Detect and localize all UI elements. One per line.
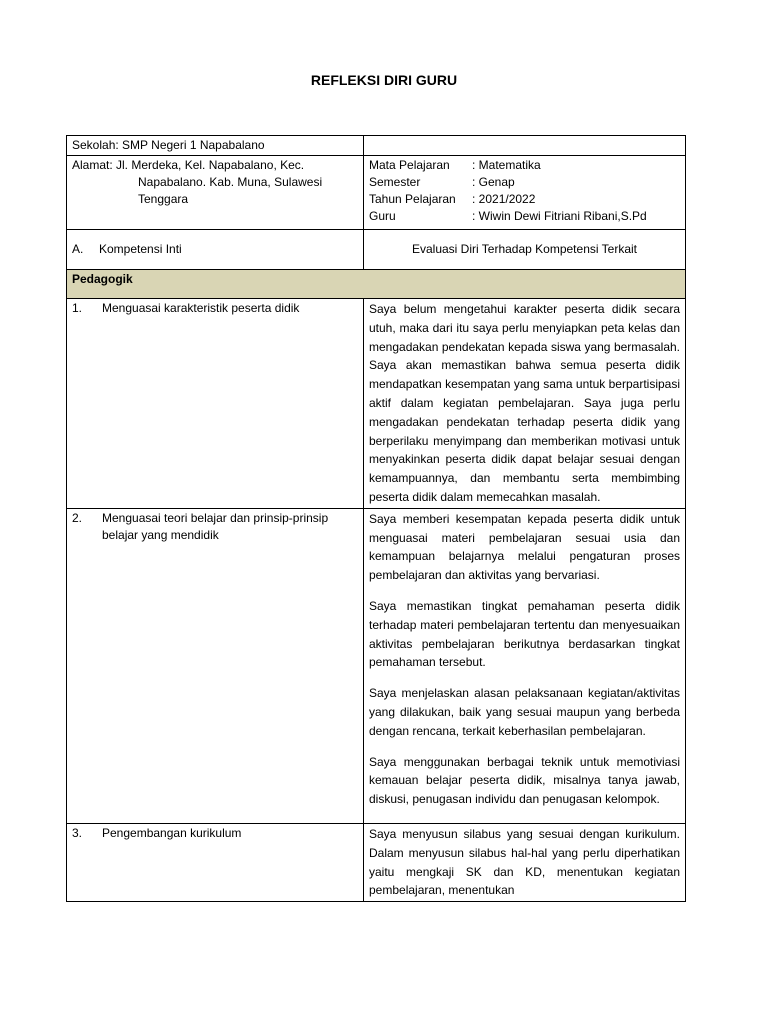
competency-row-2 — [67, 508, 686, 823]
competency-header-left — [67, 230, 364, 270]
item-label: Menguasai teori belajar dan prinsip-prinsip belajar yang mendidik — [102, 510, 329, 542]
item-number: 2. — [72, 510, 83, 525]
address-line-3: Tenggara — [138, 192, 189, 206]
identity-row — [67, 156, 686, 230]
evaluation-cell — [364, 508, 686, 823]
info-key: Mata Pelajaran — [369, 158, 450, 172]
evaluation-paragraph: Saya memberi kesempatan kepada peserta didik untuk menguasai materi pembelajaran sesuai usia dan kemampuan belajarnya melalui pengaturan proses pembelajaran dan aktivitas yang bervariasi. — [369, 511, 680, 583]
competency-row-3 — [67, 823, 686, 901]
competency-label-cell — [67, 508, 364, 823]
evaluation-cell — [364, 299, 686, 509]
info-row-semester — [369, 174, 680, 191]
info-key: Semester — [369, 175, 421, 189]
header-label: Kompetensi Inti — [99, 242, 182, 256]
competency-label-cell — [67, 299, 364, 509]
info-key: Tahun Pelajaran — [369, 192, 456, 206]
school-row — [67, 136, 686, 156]
item-number: 1. — [72, 301, 83, 315]
info-key: Guru — [369, 209, 396, 223]
header-number: A. — [72, 242, 84, 256]
competency-header-row — [67, 230, 686, 270]
item-number: 3. — [72, 825, 83, 840]
item-label: Menguasai karakteristik peserta didik — [102, 301, 300, 315]
address-cell — [67, 156, 364, 230]
document-title: REFLEKSI DIRI GURU — [310, 72, 458, 88]
evaluation-paragraph: Saya menjelaskan alasan pelaksanaan kegiatan/aktivitas yang dilakukan, baik yang sesuai maupun yang berbeda dengan rencana, terkait keberhasilan pembelajaran. — [369, 686, 680, 738]
school-cell: Sekolah: SMP Negeri 1 Napabalano — [67, 136, 364, 156]
address-line-2: Napabalano. Kab. Muna, Sulawesi — [138, 175, 323, 189]
info-row-subject — [369, 157, 680, 174]
address-line-1: Alamat: Jl. Merdeka, Kel. Napabalano, Kec. — [72, 158, 305, 172]
section-pedagogik: Pedagogik — [67, 270, 686, 299]
info-row-year — [369, 191, 680, 208]
section-row — [67, 270, 686, 299]
evaluation-cell — [364, 823, 686, 901]
info-value: : Matematika — [472, 158, 541, 172]
competency-header-right: Evaluasi Diri Terhadap Kompetensi Terkait — [364, 230, 686, 270]
competency-row-1 — [67, 299, 686, 509]
info-value: : Wiwin Dewi Fitriani Ribani,S.Pd — [472, 209, 647, 223]
competency-label-cell — [67, 823, 364, 901]
info-value: : 2021/2022 — [472, 192, 536, 206]
evaluation-paragraph: Saya belum mengetahui karakter peserta didik secara utuh, maka dari itu saya perlu menyiapkan peta kelas dan mengadakan pendekatan kepada siswa yang bermasalah. Saya akan memastikan bahwa semua peserta didik mendapatkan kesempatan yang sama untuk berpartisipasi aktif dalam kegiatan pembelajaran. Saya juga perlu mengadakan pendekatan terhadap peserta didik yang berperilaku menyimpang dan memberikan motivasi untuk menyakinkan peserta didik dapat belajar sesuai dengan kemampuannya, dan membantu serta membimbing peserta didik dalam memecahkan masalah. — [369, 302, 680, 504]
evaluation-paragraph: Saya menggunakan berbagai teknik untuk memotiviasi kemauan belajar peserta didik, misalnya tanya jawab, diskusi, penugasan individu dan penugasan kelompok. — [369, 754, 680, 807]
info-row-teacher — [369, 208, 680, 225]
info-cell — [364, 156, 686, 230]
empty-cell — [364, 136, 686, 156]
reflection-table — [66, 135, 686, 902]
info-value: : Genap — [472, 175, 515, 189]
item-label: Pengembangan kurikulum — [102, 825, 242, 840]
evaluation-paragraph: Saya memastikan tingkat pemahaman peserta didik terhadap materi pembelajaran tertentu dan menyesuaikan aktivitas pembelajaran berikutnya berdasarkan tingkat pemahaman tersebut. — [369, 598, 680, 670]
evaluation-paragraph: Saya menyusun silabus yang sesuai dengan kurikulum. Dalam menyusun silabus hal-hal yang perlu diperhatikan yaitu mengkaji SK dan KD, menentukan kegiatan pembelajaran, menentukan — [369, 826, 680, 898]
